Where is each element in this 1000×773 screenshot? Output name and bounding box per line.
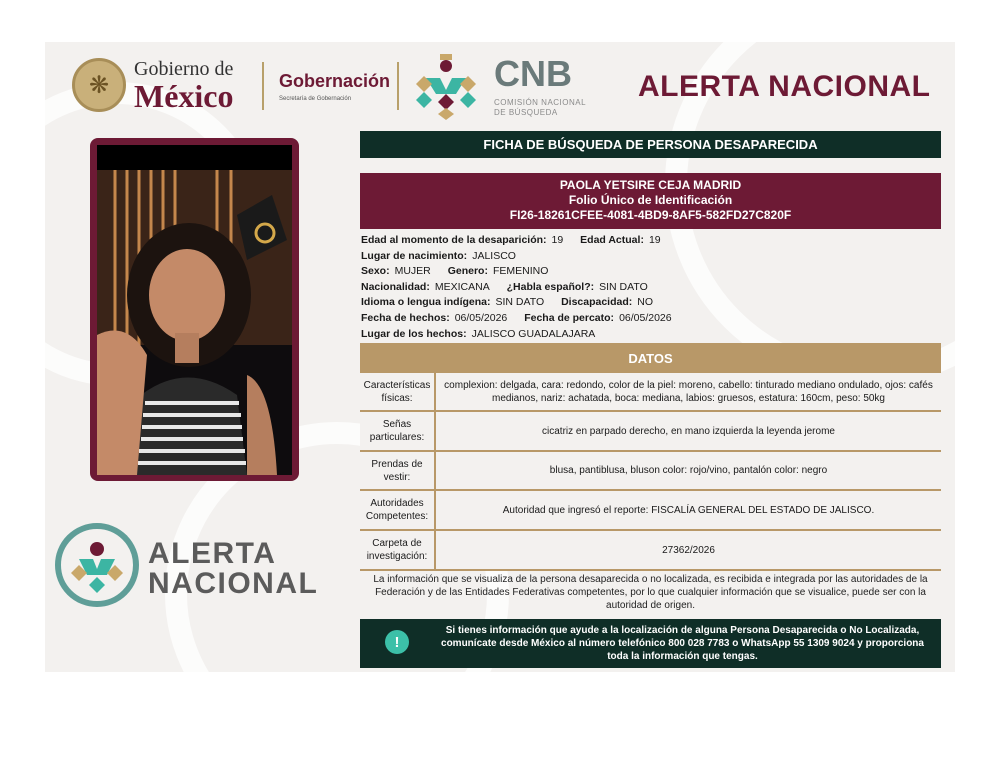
espanol-label: ¿Habla español?: <box>506 280 595 293</box>
genero-value: FEMENINO <box>492 265 549 278</box>
header-divider <box>397 62 399 110</box>
sexo-value: MUJER <box>394 265 431 278</box>
gobernacion-logo <box>279 71 390 102</box>
datos-label: Autoridades Competentes: <box>360 491 436 529</box>
lugar-hechos-value: JALISCO GUADALAJARA <box>471 327 596 340</box>
table-row <box>360 452 941 491</box>
edad-desap-value: 19 <box>551 234 564 246</box>
alerta-nacional-logo <box>55 523 319 619</box>
lugar-nac-value: JALISCO <box>472 249 516 262</box>
fecha-hechos-value: 06/05/2026 <box>454 311 508 324</box>
table-row <box>360 412 941 452</box>
person-name: PAOLA YETSIRE CEJA MADRID <box>559 178 742 192</box>
contact-banner <box>360 619 941 668</box>
edad-actual-label: Edad Actual: <box>580 234 644 246</box>
cnb-wordmark <box>494 53 587 117</box>
alerta-logo-line1: ALERTA <box>148 537 277 570</box>
genero-label: Genero: <box>447 265 488 278</box>
person-info <box>361 233 941 342</box>
alert-info-icon: ! <box>385 630 409 654</box>
sexo-label: Sexo: <box>361 265 390 278</box>
cnb-name-line2: DE BÚSQUEDA <box>494 107 558 117</box>
fecha-percato-label: Fecha de percato: <box>524 311 615 324</box>
datos-title-bar: DATOS <box>360 343 941 373</box>
nacionalidad-value: MEXICANA <box>434 280 490 293</box>
gobernacion-title: Gobernación <box>279 71 391 91</box>
discapacidad-value: NO <box>637 296 654 309</box>
alerta-logo-line2: NACIONAL <box>148 567 319 600</box>
datos-value: blusa, pantiblusa, bluson color: rojo/vino, pantalón color: negro <box>549 465 828 476</box>
datos-value: cicatriz en parpado derecho, en mano izquierda la leyenda jerome <box>542 425 835 437</box>
espanol-value: SIN DATO <box>599 280 648 293</box>
datos-value: Autoridad que ingresó el reporte: FISCALÍA GENERAL DEL ESTADO DE JALISCO. <box>502 504 875 516</box>
gobierno-mexico-logo <box>72 57 234 113</box>
disclaimer-text: La información que se visualiza de la persona desaparecida o no localizada, es recibida e integrada por las autoridades de la Federación y de las Entidades Federativas competentes, por lo que cualquier información que se visualice, puede ser con la autoridad de origen. <box>373 574 928 611</box>
nacionalidad-label: Nacionalidad: <box>361 280 430 293</box>
person-identity-box <box>360 173 941 229</box>
folio-value: FI26-18261CFEE-4081-4BD9-8AF5-582FD27C820F <box>509 208 792 222</box>
idioma-value: SIN DATO <box>495 296 545 309</box>
datos-label: Señas particulares: <box>360 412 436 450</box>
edad-desap-label: Edad al momento de la desaparición: <box>361 234 547 246</box>
contact-text: Si tienes información que ayude a la localización de alguna Persona Desaparecida o No Localizada, comunícate desde México al número telefónico 800 028 7783 o WhatsApp 55 1309 9024 y proporciona toda la información que tengas. <box>441 625 924 662</box>
alerta-emblem-icon <box>55 523 139 607</box>
cnb-emblem-icon <box>410 50 482 122</box>
datos-value: complexion: delgada, cara: redondo, color de la piel: moreno, cabello: tinturado mediano ondulado, ojos: cafés medianos, nariz: achatada, boca: mediana, labios: gruesos, estatura: 160cm, peso: 50kg <box>444 379 933 404</box>
national-seal-icon: ❋ <box>72 58 126 112</box>
gobierno-line2: México <box>134 77 234 114</box>
edad-actual-value: 19 <box>648 234 661 246</box>
ficha-title-bar: FICHA DE BÚSQUEDA DE PERSONA DESAPARECIDA <box>360 131 941 158</box>
table-row <box>360 531 941 571</box>
header-divider <box>262 62 264 110</box>
missing-person-photo <box>97 145 292 475</box>
table-row <box>360 491 941 531</box>
alerta-nacional-title: ALERTA NACIONAL <box>638 70 931 103</box>
cnb-name-line1: COMISIÓN NACIONAL <box>494 98 587 107</box>
datos-value: 27362/2026 <box>662 544 715 556</box>
gobernacion-subtitle: Secretaría de Gobernación <box>279 96 352 102</box>
fecha-percato-value: 06/05/2026 <box>619 311 672 324</box>
lugar-hechos-label: Lugar de los hechos: <box>361 327 467 340</box>
datos-label: Carpeta de investigación: <box>360 531 436 569</box>
datos-table <box>360 373 941 571</box>
discapacidad-label: Discapacidad: <box>561 296 633 309</box>
idioma-label: Idioma o lengua indígena: <box>361 296 491 309</box>
cnb-acronym: CNB <box>494 53 572 94</box>
datos-label: Prendas de vestir: <box>360 452 436 489</box>
gobierno-line1: Gobierno de <box>134 57 234 80</box>
table-row <box>360 373 941 412</box>
folio-label: Folio Único de Identificación <box>568 193 733 207</box>
datos-label: Características físicas: <box>360 373 436 410</box>
fecha-hechos-label: Fecha de hechos: <box>361 311 450 324</box>
lugar-nac-label: Lugar de nacimiento: <box>361 249 468 262</box>
